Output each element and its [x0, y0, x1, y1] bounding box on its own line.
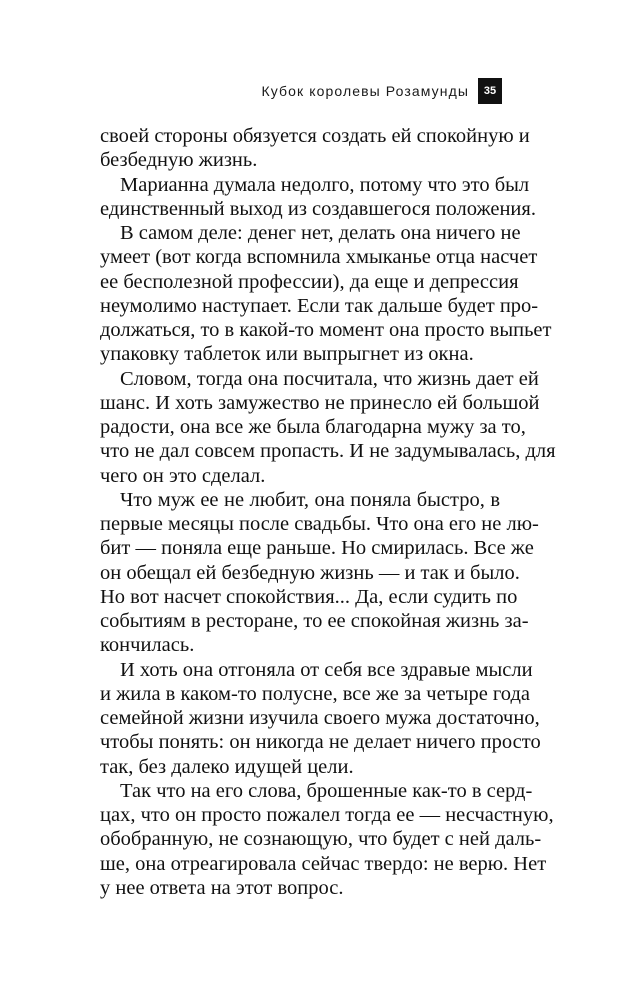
text-line: ее бесполезной профессии), да еще и депрессия — [100, 270, 519, 293]
text-line: безбедную жизнь. — [100, 149, 258, 172]
text-line: ше, она отреагировала сейчас твердо: не верю. Нет — [100, 852, 547, 875]
text-line: цах, что он просто пожалел тогда ее — несчастную, — [100, 804, 554, 826]
paragraph — [100, 221, 552, 367]
text-line: бит — поняла еще раньше. Но смирилась. Все же — [100, 537, 534, 560]
text-line: радости, она все же была благодарна мужу за то, — [100, 416, 526, 438]
text-line: семейной жизни изучила своего мужа достаточно, — [100, 707, 540, 729]
text-line: Но вот насчет спокойствия... Да, если судить по — [100, 585, 518, 608]
text-line: что не дал совсем пропасть. И не задумывалась, для — [100, 440, 556, 463]
running-title: Кубок королевы Розамунды — [261, 83, 469, 99]
text-line: и жила в каком-то полусне, все же за четыре года — [100, 682, 530, 705]
body-text — [100, 124, 556, 900]
text-line: Марианна думала недолго, потому что это был — [120, 173, 530, 196]
paragraph — [100, 367, 556, 488]
running-head — [261, 78, 502, 104]
text-line: событиям в ресторане, то ее спокойная жизнь за- — [100, 610, 529, 632]
text-line: обобранную, не сознающую, что будет с ней даль- — [100, 828, 542, 851]
paragraph — [100, 124, 530, 173]
text-line: умеет (вот когда вспомнила хмыканье отца насчет — [100, 246, 538, 269]
page-number: 35 — [478, 78, 502, 104]
text-line: шанс. И хоть замужество не принесло ей большой — [100, 391, 540, 414]
text-line: Словом, тогда она посчитала, что жизнь дает ей — [120, 367, 539, 390]
text-line: первые месяцы после свадьбы. Что она его не лю- — [100, 513, 539, 535]
text-line: неумолимо наступает. Если так дальше будет про- — [100, 294, 539, 317]
paragraph — [100, 173, 536, 222]
paragraph — [100, 658, 541, 779]
paragraph — [100, 488, 539, 658]
text-line: упаковку таблеток или выпрыгнет из окна. — [100, 343, 474, 366]
text-line: у нее ответа на этот вопрос. — [100, 876, 344, 899]
text-line: чего он это сделал. — [100, 464, 266, 487]
text-line: единственный выход из создавшегося положения. — [100, 197, 536, 220]
text-line: И хоть она отгоняла от себя все здравые мысли — [120, 658, 533, 681]
text-line: своей стороны обязуется создать ей спокойную и — [100, 125, 530, 147]
text-line: Так что на его слова, брошенные как-то в серд- — [120, 779, 533, 802]
text-line: чтобы понять: он никогда не делает ничего просто — [100, 731, 541, 754]
paragraph — [100, 779, 554, 900]
text-line: должаться, то в какой-то момент она просто выпьет — [100, 319, 552, 341]
text-line: он обещал ей безбедную жизнь — и так и было. — [100, 561, 520, 584]
text-line: Что муж ее не любит, она поняла быстро, в — [120, 488, 500, 511]
text-line: так, без далеко идущей цели. — [100, 755, 354, 778]
text-line: кончилась. — [100, 634, 195, 657]
text-line: В самом деле: денег нет, делать она ничего не — [120, 222, 521, 244]
